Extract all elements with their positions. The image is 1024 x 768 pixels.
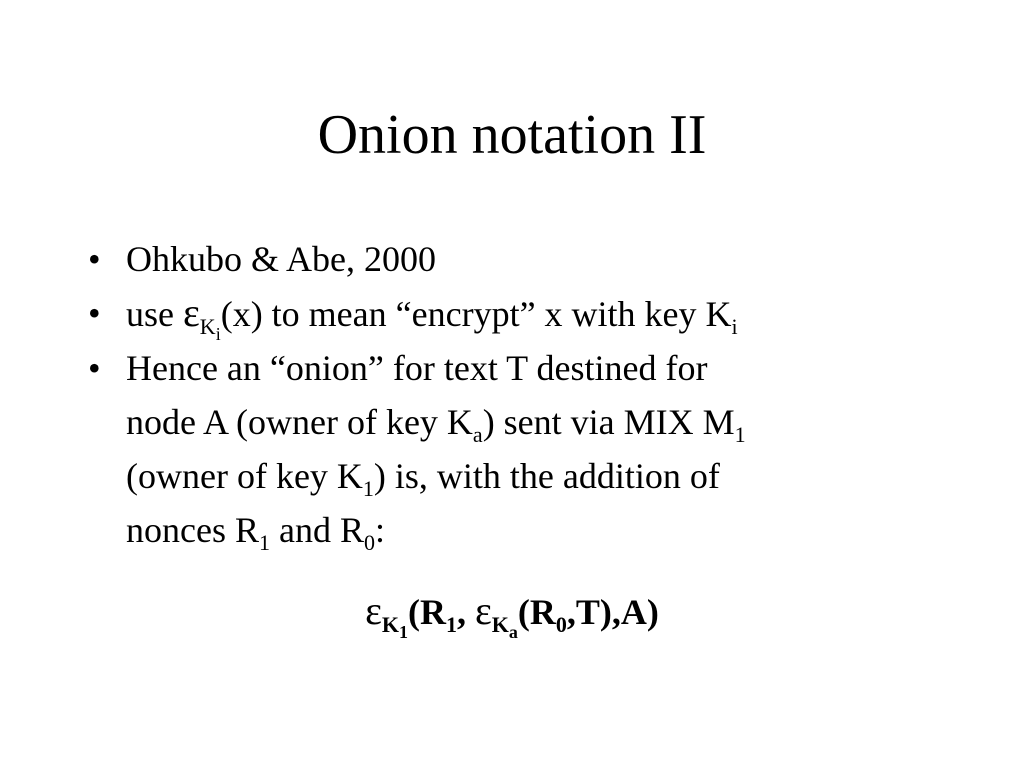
bullet-item-notation [88,286,948,344]
onion-line-2-text-b: ) sent via MIX M [482,402,735,442]
bullet-icon [88,232,118,286]
end-index: i [731,314,738,339]
formula-text: ,T),A) [566,592,659,632]
formula-text: , [457,592,475,632]
onion-line-3-text-a: (owner of key K [126,456,363,496]
onion-line-3-text-b: ) is, with the addition of [373,456,720,496]
formula-text: (R [408,592,446,632]
onion-line-1-text: Hence an “onion” for text T destined for [126,348,708,388]
subscript-0: 0 [363,530,375,555]
formula-text: (R [517,592,556,632]
bullet-text-middle: (x) to mean “encrypt” x with key K [220,294,732,334]
onion-formula [0,584,1024,642]
subscript-a: a [472,422,483,447]
subscript-1: 1 [362,476,374,501]
key-subscript [199,314,221,344]
onion-line-2 [126,395,948,449]
key-letter: K [381,612,399,637]
onion-line-1 [126,341,948,395]
key-subscript [491,612,518,642]
subscript-1: 1 [734,422,746,447]
epsilon-symbol: ε [183,290,200,335]
key-index: a [508,622,518,642]
key-letter: K [491,612,509,637]
onion-line-4 [126,503,948,557]
onion-line-4-text-c: : [374,510,385,550]
key-subscript [381,612,408,642]
bullet-text-prefix: use [126,294,183,334]
onion-line-4-text-b: and R [269,510,364,550]
subscript-0: 0 [555,612,567,637]
bullet-icon [88,341,118,395]
key-letter: K [199,314,216,339]
subscript-1: 1 [258,530,270,555]
epsilon-symbol: ε [365,588,382,633]
key-index: i [215,324,221,344]
epsilon-symbol: ε [475,588,492,633]
onion-line-2-text-a: node A (owner of key K [126,402,473,442]
bullet-item-citation [88,232,948,286]
slide-title: Onion notation II [317,104,707,166]
bullet-icon [88,286,118,340]
subscript-1: 1 [446,612,457,637]
bullet-item-onion [88,341,948,557]
onion-line-4-text-a: nonces R [126,510,259,550]
onion-line-3 [126,449,948,503]
key-index: 1 [399,622,408,642]
bullet-text: Ohkubo & Abe, 2000 [126,239,436,279]
bullet-list [88,232,948,557]
